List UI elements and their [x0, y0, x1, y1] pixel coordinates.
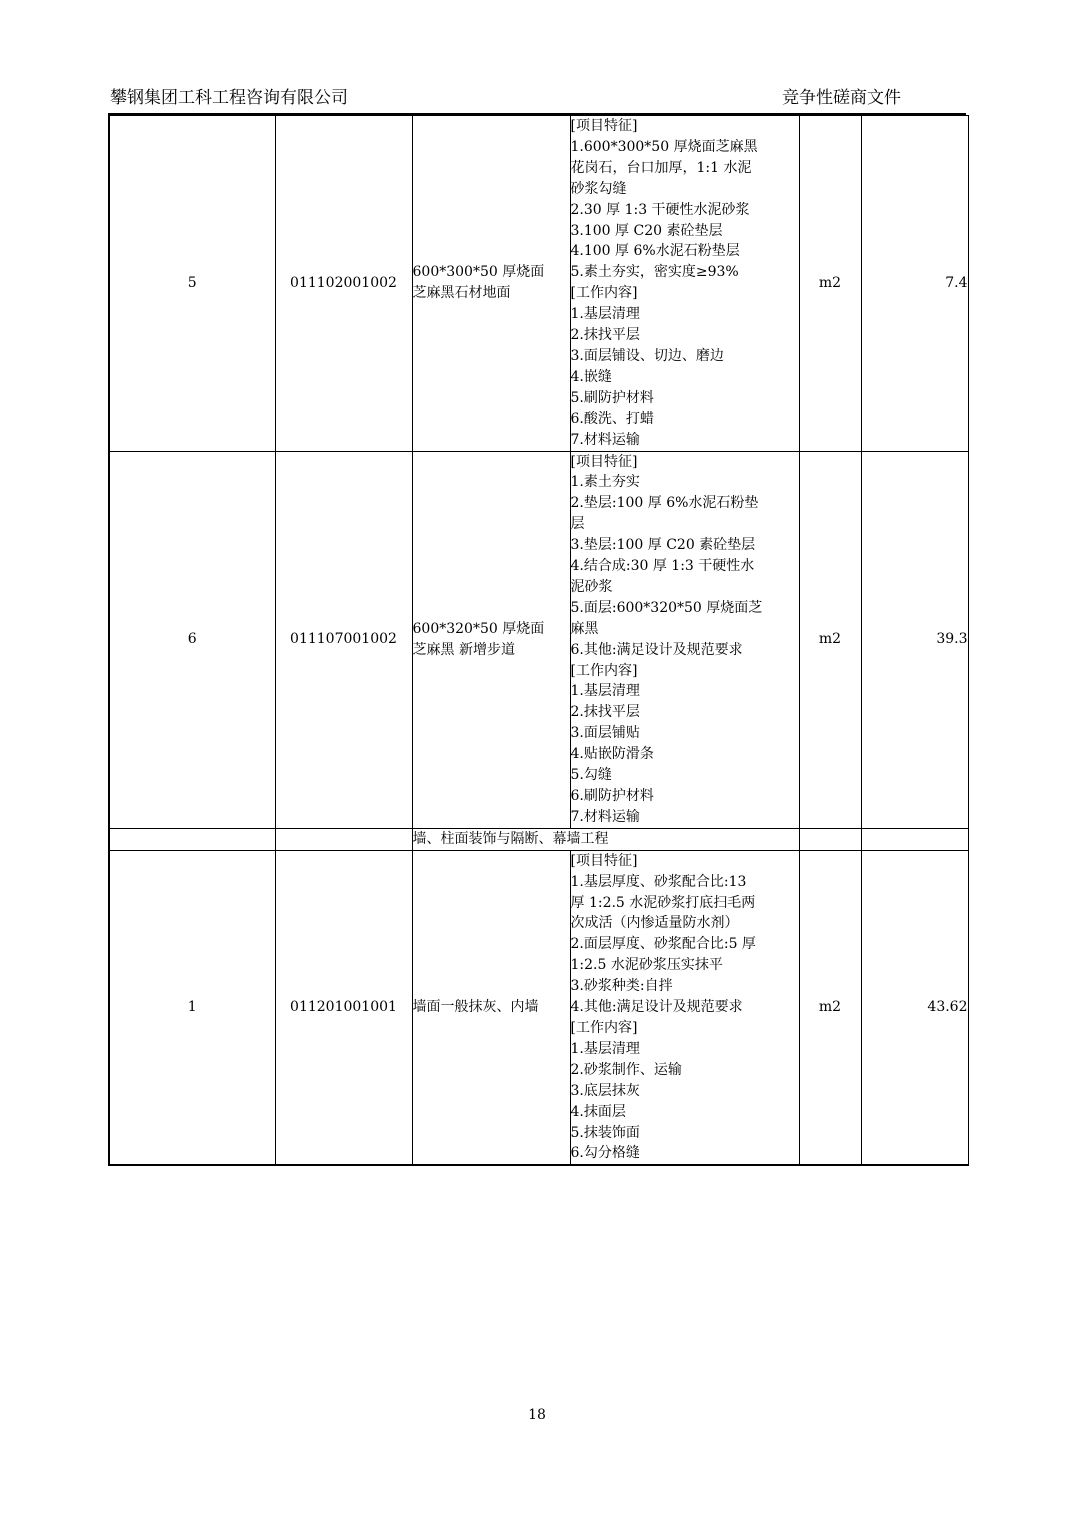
- feature-line: 6.刷防护材料: [570, 788, 654, 804]
- feature-line: 6.勾分格缝: [570, 1145, 640, 1162]
- feature-line: [工作内容]: [570, 662, 638, 679]
- empty-cell: [799, 828, 861, 850]
- feature-line: [项目特征]: [570, 453, 638, 470]
- feature-line: 4.贴嵌防滑条: [570, 746, 654, 763]
- feature-line: 3.100 厚 C20 素砼垫层: [570, 222, 723, 239]
- empty-cell: [861, 828, 968, 850]
- feature-line: 3.垫层:100 厚 C20 素砼垫层: [570, 537, 756, 554]
- feature-line: 5.面层:600*320*50 厚烧面芝: [570, 599, 763, 616]
- unit: m2: [799, 850, 861, 1165]
- item-name-line: 墙面一般抹灰、内墙: [412, 999, 539, 1016]
- feature-line: [工作内容]: [570, 285, 638, 302]
- item-code: 011201001001: [275, 850, 412, 1165]
- feature-line: 7.材料运输: [570, 431, 640, 448]
- item-name-line: 芝麻黑 新增步道: [412, 641, 515, 658]
- unit: m2: [799, 116, 861, 452]
- feature-line: 1.基层清理: [570, 306, 640, 323]
- item-features: [570, 850, 799, 1165]
- table-body: [109, 116, 968, 1166]
- feature-line: 2.砂浆制作、运输: [570, 1061, 682, 1078]
- feature-line: 3.面层铺贴: [570, 725, 640, 742]
- document-type: 竞争性磋商文件: [782, 88, 901, 108]
- feature-line: 3.面层铺设、切边、磨边: [570, 347, 724, 364]
- item-name: [412, 451, 570, 828]
- feature-line: 砂浆勾缝: [570, 180, 627, 197]
- feature-line: 1.基层清理: [570, 683, 640, 700]
- feature-line: 1.基层清理: [570, 1040, 640, 1057]
- feature-line: 3.底层抹灰: [570, 1082, 640, 1099]
- unit: m2: [799, 451, 861, 828]
- item-name: [412, 116, 570, 452]
- feature-line: 麻黑: [570, 620, 599, 637]
- feature-line: 6.其他:满足设计及规范要求: [570, 641, 743, 658]
- feature-line: 4.抹面层: [570, 1103, 626, 1120]
- table-row: [109, 451, 968, 828]
- feature-line: 1.600*300*50 厚烧面芝麻黑: [570, 138, 758, 155]
- section-title: 墙、柱面装饰与隔断、幕墙工程: [412, 828, 799, 850]
- feature-line: 2.抹找平层: [570, 704, 640, 721]
- feature-line: 1.基层厚度、砂浆配合比:13: [570, 873, 747, 890]
- quantity: 7.4: [861, 116, 968, 452]
- feature-line: 4.其他:满足设计及规范要求: [570, 999, 743, 1016]
- feature-line: 3.砂浆种类:自拌: [570, 978, 673, 995]
- feature-line: 花岗石，台口加厚，1:1 水泥: [570, 159, 752, 176]
- bill-of-quantities-table: [108, 115, 969, 1166]
- company-name: 攀钢集团工科工程咨询有限公司: [110, 88, 348, 108]
- table-row: [109, 850, 968, 1165]
- serial-number: 1: [109, 850, 275, 1165]
- serial-number: 6: [109, 451, 275, 828]
- quantity: 39.3: [861, 451, 968, 828]
- feature-line: 5.勾缝: [570, 767, 612, 784]
- feature-line: 4.100 厚 6%水泥石粉垫层: [570, 243, 740, 260]
- empty-cell: [275, 828, 412, 850]
- item-features: [570, 451, 799, 828]
- feature-line: 7.材料运输: [570, 808, 640, 825]
- item-code: 011107001002: [275, 451, 412, 828]
- section-row: [109, 828, 968, 850]
- feature-line: 5.素土夯实，密实度≥93%: [570, 264, 739, 281]
- feature-line: 4.结合成:30 厚 1:3 干硬性水: [570, 558, 755, 575]
- item-features: [570, 116, 799, 452]
- item-name: [412, 850, 570, 1165]
- feature-line: 5.抹装饰面: [570, 1124, 640, 1141]
- feature-line: 2.面层厚度、砂浆配合比:5 厚: [570, 936, 756, 953]
- table-row: [109, 116, 968, 452]
- item-code: 011102001002: [275, 116, 412, 452]
- feature-line: [工作内容]: [570, 1019, 638, 1036]
- feature-line: 2.30 厚 1:3 干硬性水泥砂浆: [570, 201, 750, 218]
- feature-line: 2.抹找平层: [570, 327, 640, 344]
- feature-line: 次成活（内惨适量防水剂）: [570, 915, 739, 932]
- page-number: 18: [528, 1407, 546, 1423]
- feature-line: [项目特征]: [570, 118, 638, 134]
- feature-line: 1:2.5 水泥砂浆压实抹平: [570, 957, 723, 974]
- feature-line: 5.刷防护材料: [570, 389, 654, 406]
- item-name-line: 600*320*50 厚烧面: [412, 620, 545, 637]
- feature-line: [项目特征]: [570, 852, 638, 869]
- feature-line: 4.嵌缝: [570, 368, 612, 385]
- item-name-line: 芝麻黑石材地面: [412, 285, 511, 302]
- item-name-line: 600*300*50 厚烧面: [412, 264, 545, 281]
- feature-line: 6.酸洗、打蜡: [570, 410, 654, 427]
- empty-cell: [109, 828, 275, 850]
- feature-line: 层: [570, 516, 585, 533]
- feature-line: 厚 1:2.5 水泥砂浆打底扫毛两: [570, 894, 756, 911]
- feature-line: 泥砂浆: [570, 578, 613, 595]
- feature-line: 1.素土夯实: [570, 474, 640, 491]
- quantity: 43.62: [861, 850, 968, 1165]
- serial-number: 5: [109, 116, 275, 452]
- feature-line: 2.垫层:100 厚 6%水泥石粉垫: [570, 495, 759, 512]
